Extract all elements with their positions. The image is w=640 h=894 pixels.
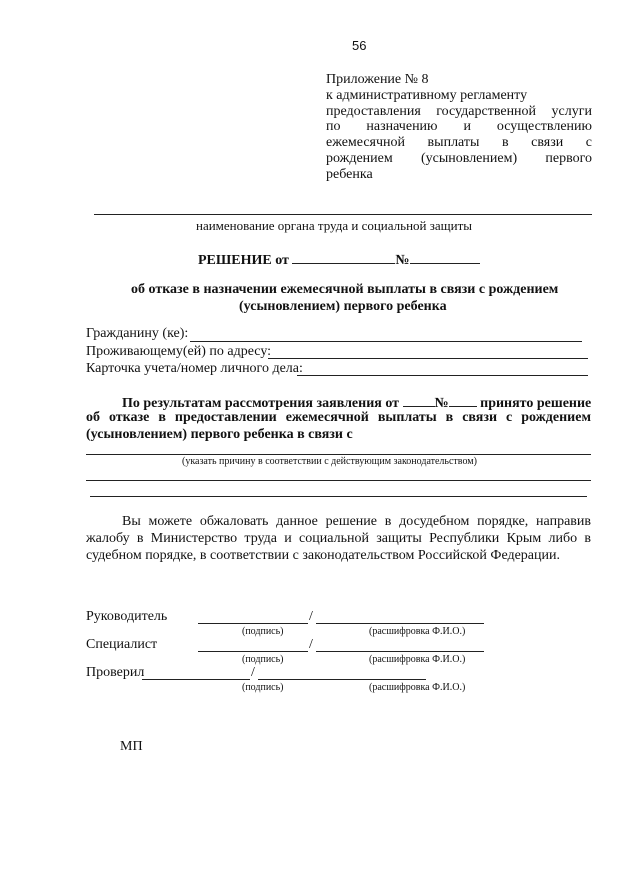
director-signature-line[interactable] [198,623,308,624]
checker-name-line[interactable] [258,679,426,680]
appendix-title: Приложение № 8 [326,72,429,87]
appendix-line: ежемесячной выплаты в связи с [326,135,592,151]
signature-role-director: Руководитель [86,609,168,624]
signature-caption: (подпись) [242,682,284,693]
decision-date-field[interactable] [292,250,395,264]
reason-line-1[interactable] [86,454,591,455]
application-number-field[interactable] [449,393,477,407]
slash: / [251,665,255,680]
reason-caption: (указать причину в соответствии с действующим законодательством) [182,456,477,467]
appendix-line: ребенка [326,166,373,182]
specialist-signature-line[interactable] [198,651,308,652]
page-number: 56 [352,38,367,53]
slash: / [309,609,313,624]
address-field-label: Проживающему(ей) по адресу: [86,344,272,359]
name-caption: (расшифровка Ф.И.О.) [369,626,466,637]
result-text-a: По результатам рассмотрения заявления от [122,396,400,411]
slash: / [309,637,313,652]
decision-subject-line-2: (усыновлением) первого ребенка [239,299,447,314]
decision-title [198,250,480,269]
appeal-line-2: жалобу в Министерство труда и социальной защиты Республики Крым либо в [86,531,591,546]
appendix-line: к административному регламенту [326,87,528,103]
decision-subject-line-1: об отказе в назначении ежемесячной выплаты в связи с рождением [131,282,559,297]
decision-number-sign: № [395,253,410,268]
appeal-line-1: Вы можете обжаловать данное решение в досудебном порядке, направив [122,514,591,529]
result-line-3: (усыновлением) первого ребенка в связи с [86,427,353,442]
reason-line-3[interactable] [90,496,587,497]
appendix-line: рождением (усыновлением) первого [326,150,592,166]
citizen-field[interactable] [190,341,582,342]
appeal-line-3: судебном порядке, в соответствии с законодательством Российской Федерации. [86,548,560,563]
signature-caption: (подпись) [242,654,284,665]
decision-number-field[interactable] [410,250,480,264]
result-number-sign: № [434,396,449,411]
director-name-line[interactable] [316,623,484,624]
appendix-block [326,72,592,183]
address-field[interactable] [268,358,588,359]
decision-title-text: РЕШЕНИЕ от [198,253,289,268]
card-field[interactable] [297,375,588,376]
result-line-2: об отказе в предоставлении ежемесячной выплаты в связи с рождением [86,410,591,425]
specialist-name-line[interactable] [316,651,484,652]
appendix-line: по назначению и осуществлению [326,119,592,135]
signature-role-checker: Проверил [86,665,145,680]
appendix-line: предоставления государственной услуги [326,103,592,119]
stamp-place: МП [120,739,143,754]
name-caption: (расшифровка Ф.И.О.) [369,682,466,693]
reason-line-2[interactable] [86,480,591,481]
organ-name-line[interactable] [94,214,592,215]
application-date-field[interactable] [403,393,435,407]
checker-signature-line[interactable] [142,679,250,680]
organ-caption: наименование органа труда и социальной защиты [196,218,473,233]
result-text-b: принято решение [480,396,592,411]
signature-caption: (подпись) [242,626,284,637]
citizen-field-label: Гражданину (ке): [86,326,189,341]
signature-role-specialist: Специалист [86,637,158,652]
card-field-label: Карточка учета/номер личного дела: [86,361,303,376]
name-caption: (расшифровка Ф.И.О.) [369,654,466,665]
